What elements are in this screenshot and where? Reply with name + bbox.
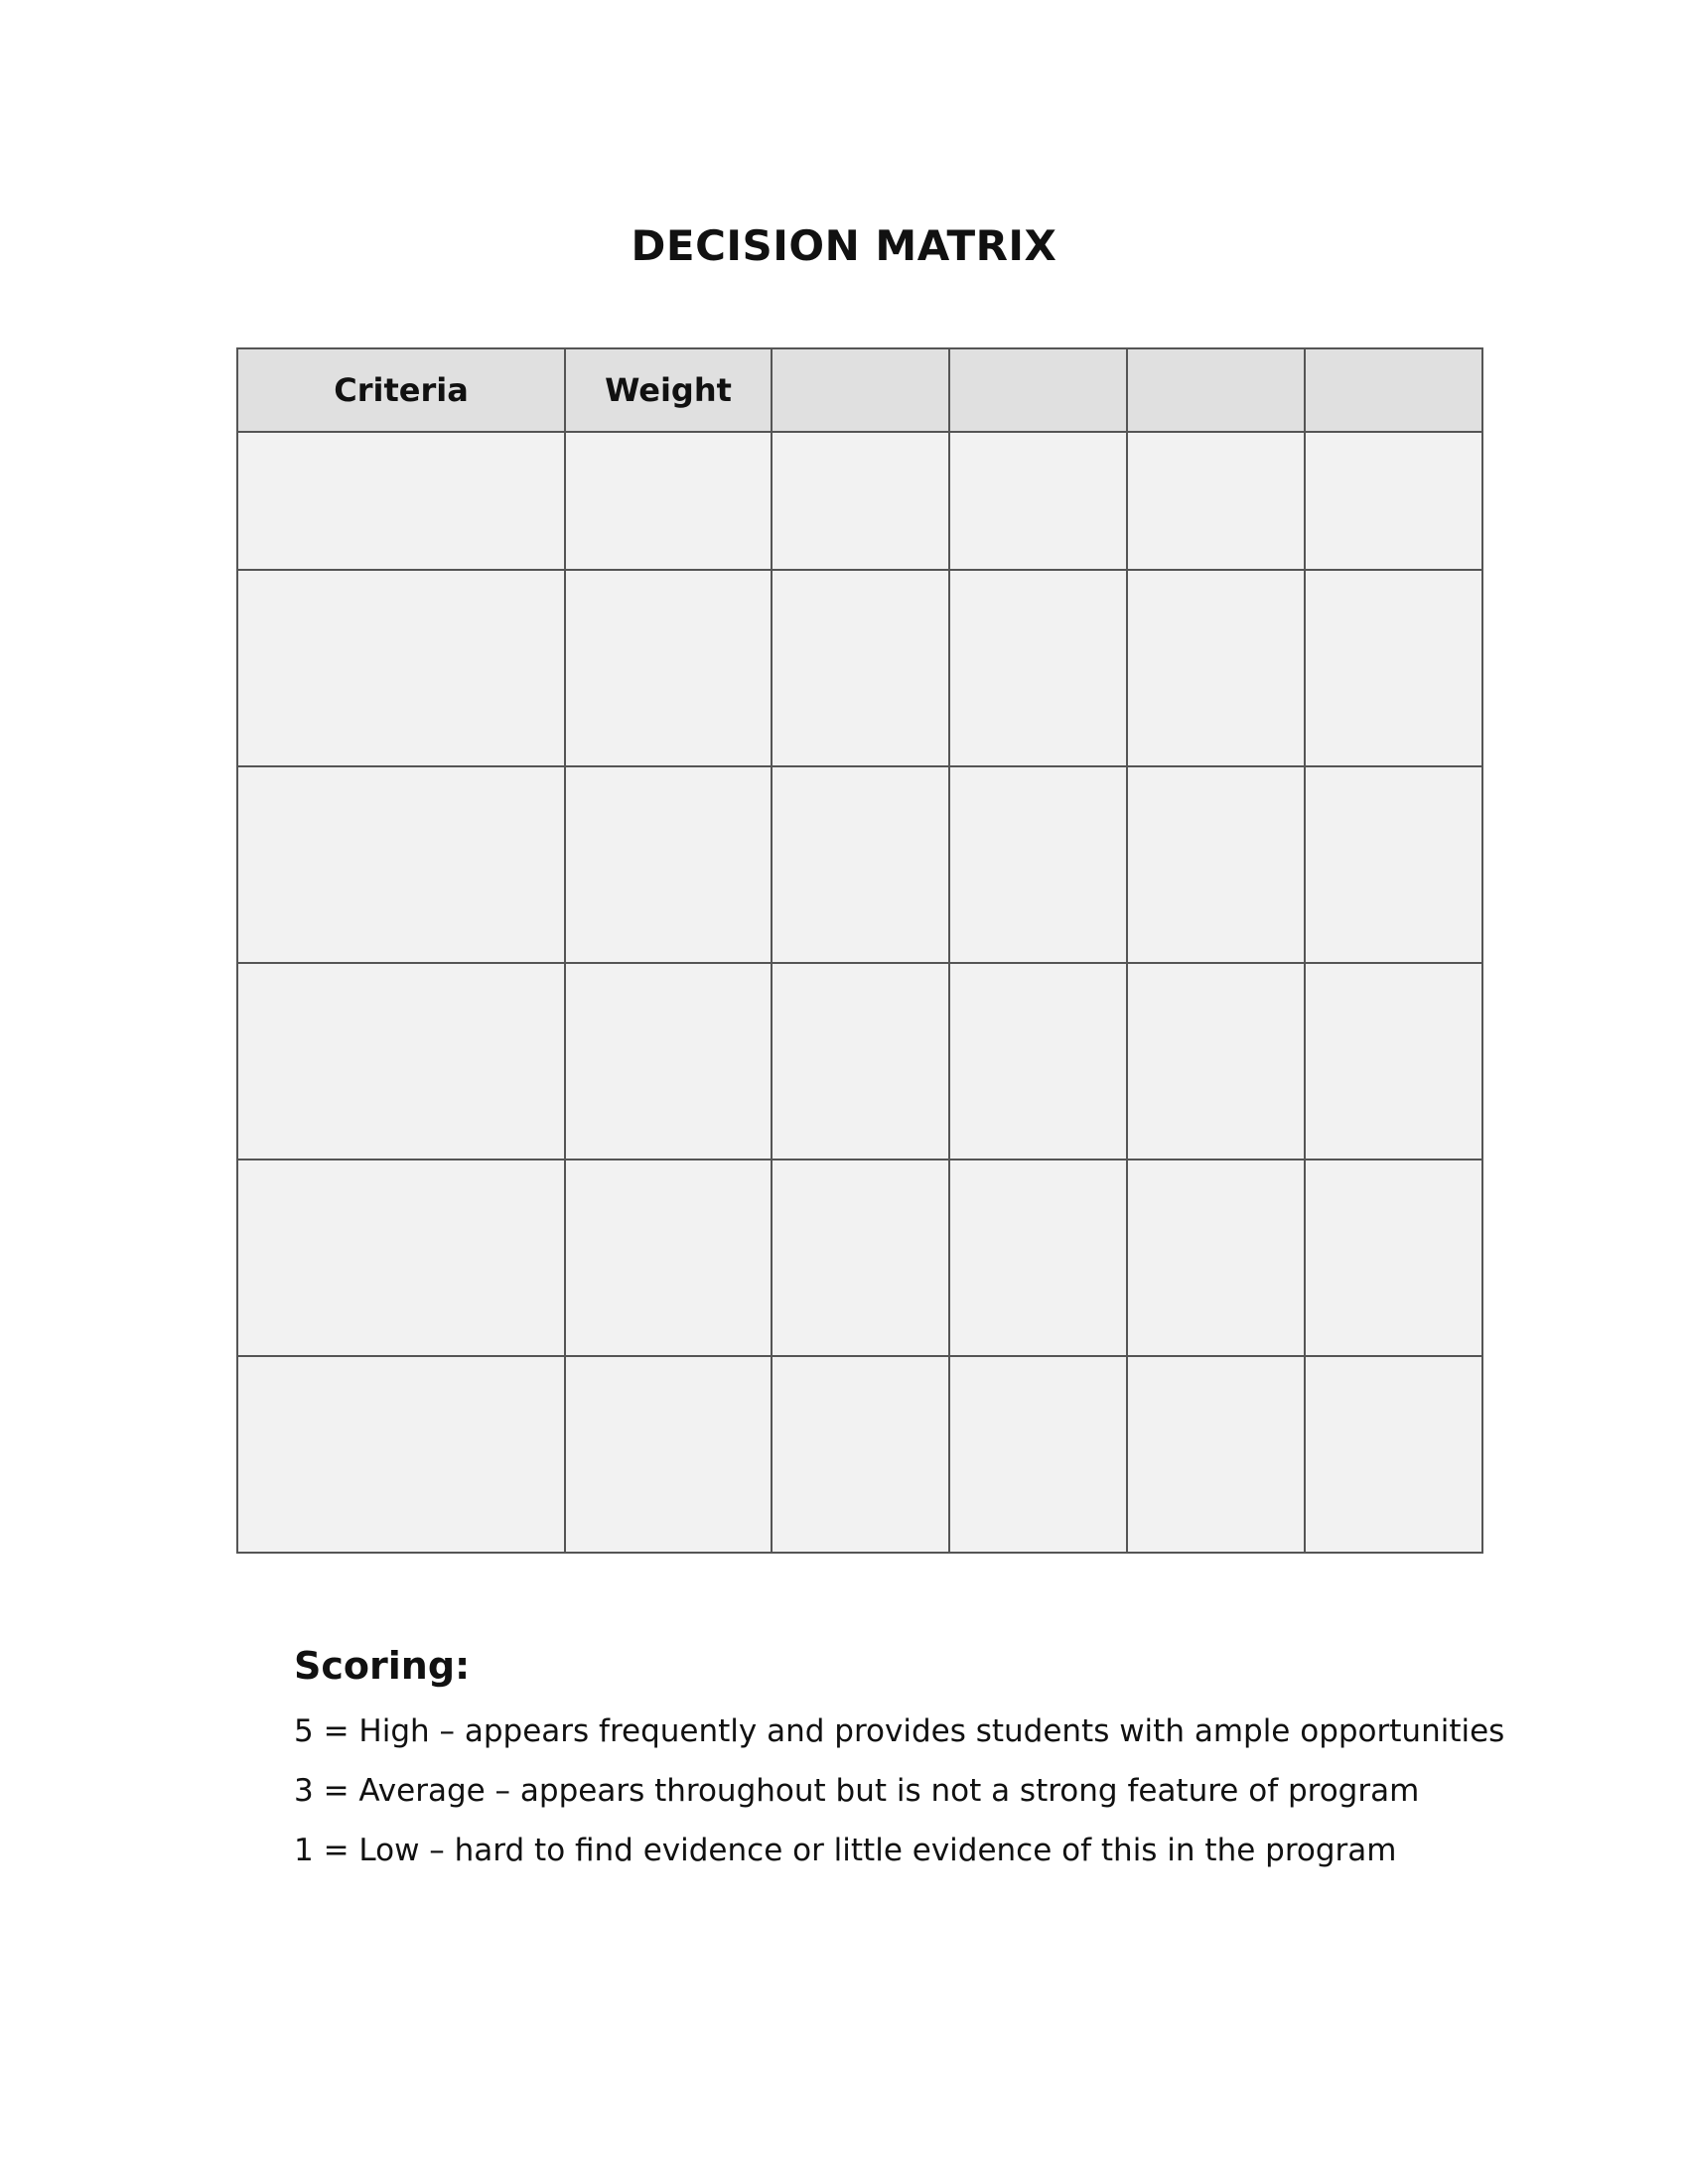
header-option-2 (949, 348, 1127, 432)
table-row (237, 766, 1482, 963)
weight-cell[interactable] (565, 1160, 772, 1356)
decision-matrix-table (236, 347, 1483, 1554)
score-cell[interactable] (772, 432, 949, 570)
weight-cell[interactable] (565, 766, 772, 963)
scoring-item-high: 5 = High – appears frequently and provides students with ample opportunities (294, 1713, 1505, 1749)
criteria-cell[interactable] (237, 1356, 565, 1553)
score-cell[interactable] (1127, 432, 1305, 570)
weight-cell[interactable] (565, 432, 772, 570)
criteria-cell[interactable] (237, 432, 565, 570)
score-cell[interactable] (1127, 766, 1305, 963)
score-cell[interactable] (1305, 1356, 1482, 1553)
table-row (237, 1356, 1482, 1553)
header-row (237, 348, 1482, 432)
scoring-item-low: 1 = Low – hard to find evidence or little evidence of this in the program (294, 1833, 1397, 1868)
score-cell[interactable] (949, 432, 1127, 570)
score-cell[interactable] (772, 766, 949, 963)
criteria-cell[interactable] (237, 963, 565, 1160)
header-option-3 (1127, 348, 1305, 432)
score-cell[interactable] (949, 963, 1127, 1160)
header-criteria: Criteria (237, 348, 565, 432)
score-cell[interactable] (1127, 570, 1305, 766)
score-cell[interactable] (949, 766, 1127, 963)
score-cell[interactable] (1305, 766, 1482, 963)
score-cell[interactable] (1127, 963, 1305, 1160)
scoring-section (294, 1636, 1585, 1880)
table-row (237, 963, 1482, 1160)
criteria-cell[interactable] (237, 766, 565, 963)
score-cell[interactable] (772, 570, 949, 766)
score-cell[interactable] (949, 570, 1127, 766)
weight-cell[interactable] (565, 570, 772, 766)
table-row (237, 432, 1482, 570)
page-title: DECISION MATRIX (631, 221, 1057, 270)
criteria-cell[interactable] (237, 570, 565, 766)
score-cell[interactable] (949, 1160, 1127, 1356)
scoring-item-average: 3 = Average – appears throughout but is not a strong feature of program (294, 1773, 1420, 1809)
table-row (237, 570, 1482, 766)
score-cell[interactable] (1127, 1160, 1305, 1356)
scoring-heading: Scoring: (294, 1644, 471, 1688)
header-weight: Weight (565, 348, 772, 432)
weight-cell[interactable] (565, 1356, 772, 1553)
criteria-cell[interactable] (237, 1160, 565, 1356)
score-cell[interactable] (772, 1356, 949, 1553)
score-cell[interactable] (1305, 570, 1482, 766)
score-cell[interactable] (949, 1356, 1127, 1553)
score-cell[interactable] (1305, 963, 1482, 1160)
header-option-4 (1305, 348, 1482, 432)
score-cell[interactable] (772, 1160, 949, 1356)
table-row (237, 1160, 1482, 1356)
score-cell[interactable] (772, 963, 949, 1160)
score-cell[interactable] (1305, 432, 1482, 570)
score-cell[interactable] (1305, 1160, 1482, 1356)
weight-cell[interactable] (565, 963, 772, 1160)
score-cell[interactable] (1127, 1356, 1305, 1553)
header-option-1 (772, 348, 949, 432)
